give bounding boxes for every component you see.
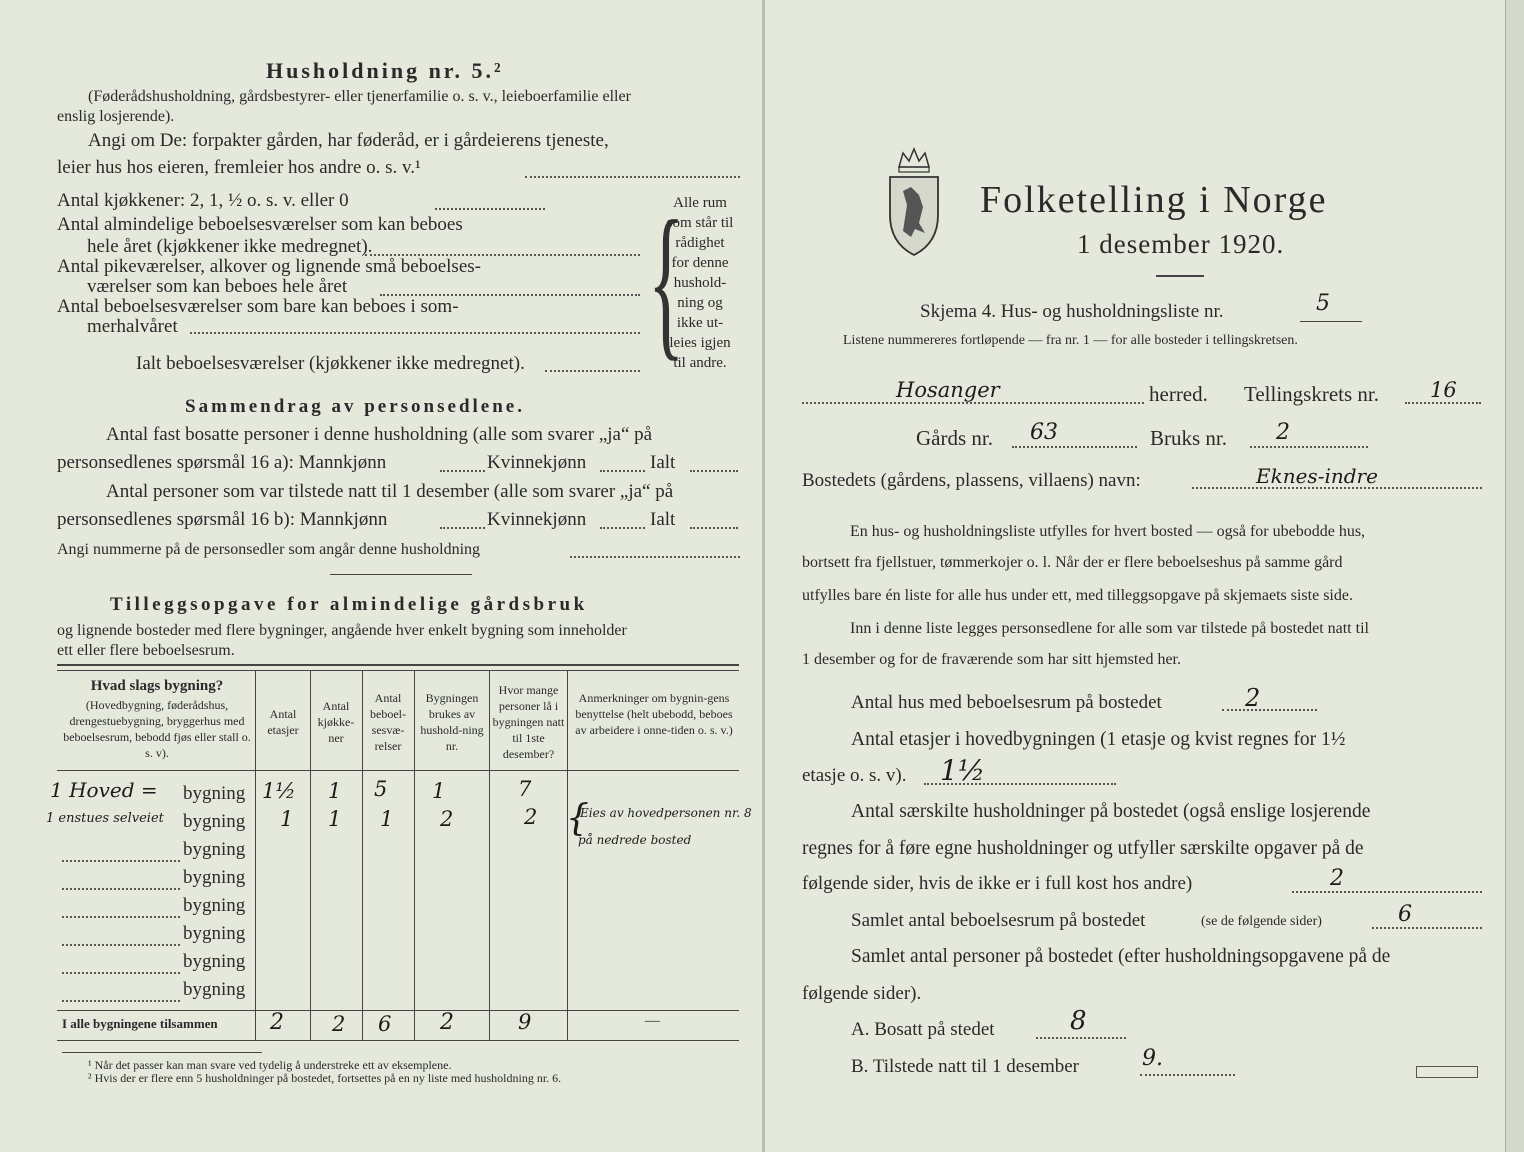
row-name-line (62, 916, 180, 918)
side-note-line: rådighet (675, 235, 725, 251)
col-header-floors: Antal etasjer (267, 707, 299, 737)
row-name-line (62, 972, 180, 974)
row2-persons: 2 (524, 805, 538, 829)
row-label-bygning: bygning (183, 783, 246, 804)
rooms-side-note (662, 193, 738, 373)
col-divider (567, 670, 568, 1040)
row-name-line (62, 944, 180, 946)
summary-line-4: personsedlenes spørsmål 16 b): Mannkjønn (57, 509, 388, 530)
q-floors-2: etasje o. s. v). (802, 765, 907, 786)
census-date: 1 desember 1920. (1077, 229, 1285, 259)
summary-line-3: Antal personer som var tilstede natt til 1 desember (alle som svarer „ja“ på (106, 481, 674, 502)
row-label-bygning: bygning (183, 867, 246, 888)
col-header-persons: Hvor mange personer lå i bygningen natt til 1ste desember? (492, 683, 565, 761)
section-divider (330, 574, 472, 575)
census-title: Folketelling i Norge (980, 179, 1328, 221)
side-note-line: for denne (671, 255, 729, 271)
row1-rooms: 5 (374, 777, 388, 801)
row1-building-name: 1 Hoved = (50, 778, 158, 802)
total-answer-line (545, 370, 640, 372)
skjema-number: 5 (1316, 291, 1330, 316)
col-header-remarks: Anmerkninger om bygnin-gens benyttelse (helt ubebodd, beboes av arbeidere i onne-tiden o. s. v.) (575, 691, 733, 737)
col-header-kitchens: Antal kjøkke-ner (317, 699, 355, 745)
footnote-1: ¹ Når det passer kan man svare ved tydelig å understreke ett av eksemplene. (88, 1058, 452, 1072)
q-households-value: 2 (1330, 866, 1344, 891)
bruks-line (1250, 446, 1368, 448)
row2-remarks-1: Eies av hovedpersonen nr. 8 (580, 806, 752, 820)
row-label-bygning: bygning (183, 895, 246, 916)
page-fold (762, 0, 765, 1152)
col-header-household: Bygningen brukes av hushold-ning nr. (420, 691, 484, 753)
row1-kitchens: 1 (328, 779, 342, 803)
rooms-summer-2: merhalvåret (87, 316, 178, 337)
q-rooms-value: 6 (1398, 902, 1412, 927)
q-houses-line (1222, 709, 1317, 711)
bosted-value: Eknes-indre (1256, 464, 1378, 488)
q-persons-1: Samlet antal personer på bostedet (efter husholdningsopgavene på de (851, 946, 1391, 967)
rooms-kitchens: Antal kjøkkener: 2, 1, ½ o. s. v. eller 0 (57, 190, 349, 211)
krets-label: Tellingskrets nr. (1244, 382, 1380, 406)
row2-remarks-brace: { (566, 798, 589, 839)
skjema-label: Skjema 4. Hus- og husholdningsliste nr. (920, 301, 1224, 322)
supplement-line-1: og lignende bosteder med flere bygninger, angående hver enkelt bygning som inneholder (57, 622, 627, 639)
row1-floors: 1½ (262, 779, 296, 803)
krets-value: 16 (1430, 378, 1457, 402)
total-rooms: 6 (378, 1012, 392, 1036)
q-resident: A. Bosatt på stedet (851, 1019, 995, 1040)
side-note-line: ikke ut- (676, 315, 724, 331)
side-note-line: Alle rum (673, 195, 727, 211)
q-floors-1: Antal etasjer i hovedbygningen (1 etasje og kvist regnes for 1½ (851, 729, 1346, 750)
total-remarks: — (645, 1013, 660, 1029)
col-divider (362, 670, 363, 1040)
male-answer-line (440, 527, 485, 529)
household-title: Husholdning nr. 5.² (266, 58, 504, 83)
herred-value: Hosanger (896, 378, 1000, 402)
total-floors: 2 (270, 1010, 284, 1035)
summer-answer-line (190, 332, 640, 334)
row-name-line (62, 1000, 180, 1002)
rooms-summer-1: Antal beboelsesværelser som bare kan beboes i som- (57, 296, 459, 317)
row2-kitchens: 1 (328, 807, 342, 831)
q-houses: Antal hus med beboelsesrum på bostedet (851, 692, 1162, 713)
rooms-brace: { (648, 187, 685, 376)
side-note-line: ning og (677, 295, 723, 311)
footnote-2: ² Hvis der er flere enn 5 husholdninger på bostedet, fortsettes på en ny liste med husholdning nr. 6. (88, 1071, 562, 1085)
q-households-line (1292, 891, 1482, 893)
rooms-maid-1: Antal pikeværelser, alkover og lignende små beboelses- (57, 256, 481, 277)
instructions-2: bortsett fra fjellstuer, tømmerkojer o. l. Når der er flere beboelseshus på samme gård (802, 554, 1343, 571)
row2-remarks-2: på nedrede bosted (578, 833, 692, 847)
title-divider (1156, 275, 1204, 277)
col-header-building: Hvad slags bygning? (90, 678, 224, 694)
q-rooms-total: Samlet antal beboelsesrum på bostedet (851, 910, 1146, 931)
total-answer-line (690, 527, 738, 529)
side-note-line: hushold- (673, 275, 727, 291)
table-top-border (57, 664, 739, 666)
total-row-label: I alle bygningene tilsammen (62, 1016, 218, 1031)
q-resident-line (1036, 1037, 1126, 1039)
total-label: Ialt (650, 452, 676, 473)
total-persons: 9 (518, 1010, 532, 1034)
table-header-border (57, 770, 739, 771)
q-persons-2: følgende sider). (802, 983, 922, 1004)
row-label-bygning: bygning (183, 839, 246, 860)
gards-label: Gårds nr. (916, 426, 993, 450)
total-answer-line (690, 470, 738, 472)
row-label-bygning: bygning (183, 951, 246, 972)
row2-rooms: 1 (380, 807, 394, 831)
q-houses-value: 2 (1245, 684, 1261, 712)
rooms-total: Ialt beboelsesværelser (kjøkkener ikke medregnet). (136, 353, 525, 374)
q-present-value: 9. (1142, 1046, 1163, 1071)
row-name-line (62, 888, 180, 890)
row2-floors: 1 (280, 807, 294, 831)
herred-line (802, 402, 1144, 404)
row-label-bygning: bygning (183, 923, 246, 944)
row2-household: 2 (440, 807, 454, 831)
rooms-maid-2: værelser som kan beboes hele året (87, 276, 348, 297)
row-label-bygning: bygning (183, 811, 246, 832)
q-households-3: følgende sider, hvis de ikke er i full kost hos andre) (802, 873, 1193, 894)
table-bottom-border (57, 1040, 739, 1041)
q-households-2: regnes for å føre egne husholdninger og utfyller særskilte opgaver på de (802, 838, 1364, 859)
q-present-line (1140, 1074, 1235, 1076)
bruks-value: 2 (1276, 420, 1290, 445)
angi-answer-line (525, 176, 740, 178)
gards-value: 63 (1030, 420, 1058, 445)
listene-note: Listene nummereres fortløpende — fra nr. 1 — for alle bosteder i tellingskretsen. (843, 333, 1298, 348)
col-divider (489, 670, 490, 1040)
table-top-border-inner (57, 670, 739, 671)
rooms-ordinary-2: hele året (kjøkkener ikke medregnet). (87, 236, 373, 257)
female-answer-line (600, 527, 645, 529)
female-label: Kvinnekjønn (487, 509, 587, 530)
next-page-edge (1505, 0, 1524, 1152)
col-divider (310, 670, 311, 1040)
supplement-line-2: ett eller flere beboelsesrum. (57, 642, 235, 659)
footnote-divider (62, 1052, 262, 1053)
instructions-5: 1 desember og for de fraværende som har sitt hjemsted her. (802, 651, 1181, 668)
angi-line-1: Angi om De: forpakter gården, har føderåd, er i gårdeierens tjeneste, (88, 130, 609, 151)
intro-line-1: (Føderådshusholdning, gårdsbestyrer- eller tjenerfamilie o. s. v., leieboerfamilie eller (88, 88, 631, 105)
q-present: B. Tilstede natt til 1 desember (851, 1056, 1079, 1077)
col-header-building-note: (Hovedbygning, føderådshus, drengestuebygning, bryggerhus med beboelsesrum, bebodd fjøs eller stall o. s. v). (63, 698, 251, 760)
side-note-line: til andre. (673, 355, 727, 371)
printer-stamp (1416, 1066, 1478, 1078)
female-answer-line (600, 470, 645, 472)
skjema-number-line (1300, 321, 1362, 322)
row1-household: 1 (432, 779, 446, 803)
female-label: Kvinnekjønn (487, 452, 587, 473)
numbers-answer-line (570, 556, 740, 558)
summary-line-2: personsedlenes spørsmål 16 a): Mannkjønn (57, 452, 387, 473)
total-kitchens: 2 (332, 1012, 346, 1036)
summary-title: Sammendrag av personsedlene. (185, 396, 525, 417)
q-rooms-note: (se de følgende sider) (1201, 914, 1322, 929)
summary-line-1: Antal fast bosatte personer i denne husholdning (alle som svarer „ja“ på (106, 424, 653, 445)
row-label-bygning: bygning (183, 979, 246, 1000)
bruks-label: Bruks nr. (1150, 426, 1228, 450)
table-total-border (57, 1010, 739, 1011)
gards-line (1012, 446, 1137, 448)
row2-building-name: 1 enstues selveiet (46, 811, 164, 826)
intro-line-2: enslig losjerende). (57, 108, 175, 125)
instructions-1: En hus- og husholdningsliste utfylles for hvert bosted — også for ubebodde hus, (850, 523, 1366, 540)
q-floors-value: 1½ (940, 754, 985, 787)
q-households-1: Antal særskilte husholdninger på bostedet (også enslige losjerende (851, 801, 1371, 822)
row1-persons: 7 (518, 777, 532, 801)
angi-line-2: leier hus hos eieren, fremleier hos andre o. s. v.¹ (57, 157, 421, 178)
side-note-line: leies igjen (669, 335, 731, 351)
summary-line-5: Angi nummerne på de personsedler som angår denne husholdning (57, 541, 481, 558)
q-rooms-line (1372, 927, 1482, 929)
supplement-title: Tilleggsopgave for almindelige gårdsbruk (110, 594, 588, 615)
row-name-line (62, 860, 180, 862)
bosted-label: Bostedets (gårdens, plassens, villaens) navn: (802, 470, 1141, 491)
kitchens-answer-line (435, 208, 545, 210)
instructions-3: utfylles bare én liste for alle hus under ett, med tilleggsopgave på skjemaets siste side. (802, 587, 1353, 604)
rooms-ordinary-1: Antal almindelige beboelsesværelser som kan beboes (57, 214, 463, 235)
side-note-line: som står til (666, 215, 734, 231)
male-answer-line (440, 470, 485, 472)
col-divider (255, 670, 256, 1040)
col-divider (414, 670, 415, 1040)
instructions-4: Inn i denne liste legges personsedlene for alle som var tilstede på bostedet natt til (850, 620, 1369, 637)
q-resident-value: 8 (1070, 1006, 1087, 1036)
krets-line (1405, 402, 1481, 404)
col-header-rooms: Antal beboel-sesvæ-relser (370, 691, 406, 753)
total-household: 2 (440, 1010, 454, 1035)
herred-label: herred. (1149, 382, 1208, 406)
total-label: Ialt (650, 509, 676, 530)
coat-of-arms-icon (885, 145, 943, 257)
